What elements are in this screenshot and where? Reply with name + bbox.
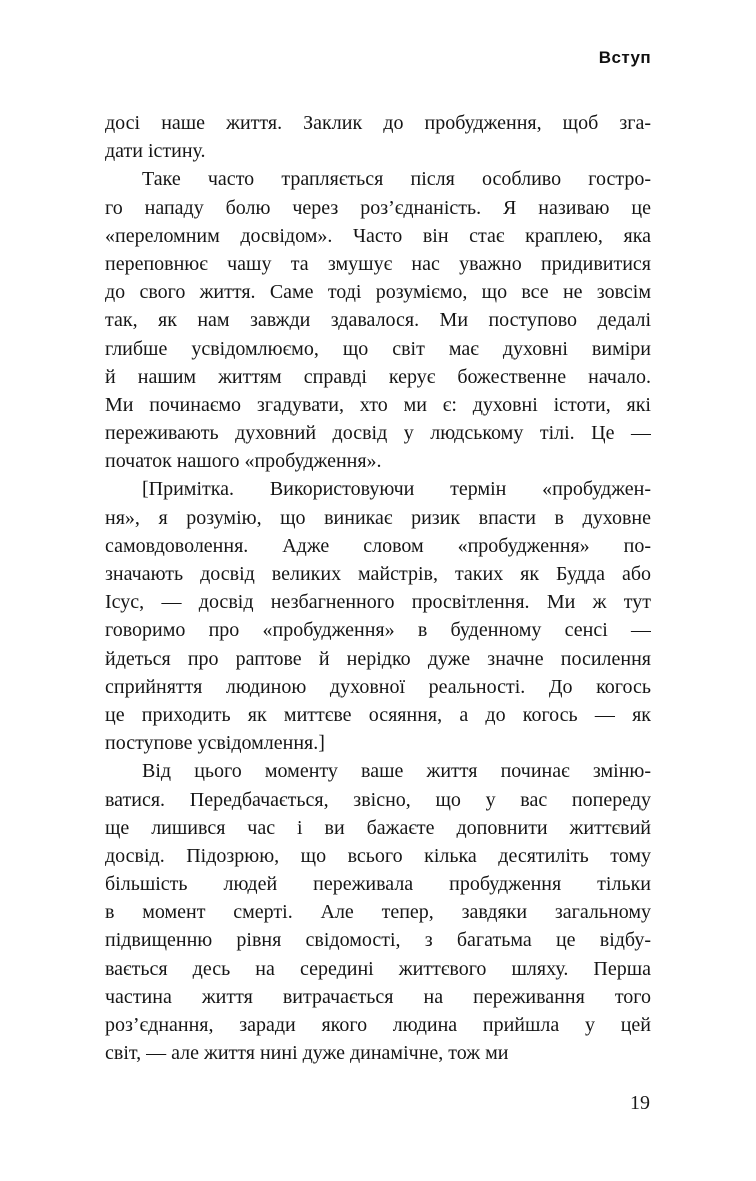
chapter-running-head: Вступ (598, 48, 651, 67)
text-line: переповнює чашу та змушує нас уважно придивитися (105, 252, 651, 275)
text-line: більшість людей переживала пробудження тільки (105, 873, 651, 896)
text-line: сприйняття людиною духовної реальності. До когось (105, 675, 651, 698)
paragraph (105, 109, 651, 165)
text-line: досвід. Підозрюю, що всього кілька десятиліть тому (105, 844, 651, 867)
text-line: й нашим життям справді керує божественне начало. (105, 365, 651, 388)
page-number: 19 (630, 1092, 650, 1114)
text-line: так, як нам завжди здавалося. Ми поступово дедалі (105, 309, 651, 332)
body-text-block (105, 109, 651, 1067)
paragraph (105, 757, 651, 1067)
text-line: дати істину. (105, 140, 206, 163)
text-line: ватися. Передбачається, звісно, що у вас попереду (105, 788, 651, 811)
text-line: ще лишився час і ви бажаєте доповнити життєвий (105, 816, 651, 839)
text-line: самовдоволення. Адже словом «пробудження» по- (105, 534, 651, 557)
text-line: Ісус, — досвід незбагненного просвітлення. Ми ж тут (105, 591, 651, 614)
text-line: початок нашого «пробудження». (105, 450, 382, 473)
paragraph (105, 475, 651, 757)
text-line: Таке часто трапляється після особливо гостро- (142, 168, 651, 191)
text-line: до свого життя. Саме тоді розуміємо, що все не зовсім (105, 281, 651, 304)
text-line: глибше усвідомлюємо, що світ має духовні виміри (105, 337, 651, 360)
text-line: світ, — але життя нині дуже динамічне, тож ми (105, 1042, 509, 1065)
text-line: вається десь на середині життєвого шляху. Перша (105, 957, 651, 980)
text-line: [Примітка. Використовуючи термін «пробуджен- (142, 478, 651, 501)
text-line: роз’єднання, заради якого людина прийшла у цей (105, 1014, 651, 1036)
paragraph (105, 165, 651, 475)
text-line: досі наше життя. Заклик до пробудження, щоб зга- (105, 112, 651, 134)
text-line: переживають духовний досвід у людському тілі. Це — (105, 422, 651, 445)
text-line: Ми починаємо згадувати, хто ми є: духовні істоти, які (105, 393, 651, 416)
text-line: в момент смерті. Але тепер, завдяки загальному (105, 901, 651, 924)
text-line: го нападу болю через роз’єднаність. Я називаю це (105, 196, 651, 219)
text-line: «переломним досвідом». Часто він стає краплею, яка (105, 224, 651, 247)
text-line: підвищенню рівня свідомості, з багатьма це відбу- (105, 929, 651, 952)
text-line: це приходить як миттєве осяяння, а до когось — як (105, 703, 651, 726)
text-line: Від цього моменту ваше життя починає зміню- (142, 760, 651, 783)
text-line: поступове усвідомлення.] (105, 732, 325, 755)
text-line: говоримо про «пробудження» в буденному сенсі — (105, 619, 651, 642)
text-line: ня», я розумію, що виникає ризик впасти в духовне (105, 506, 651, 529)
text-line: значають досвід великих майстрів, таких як Будда або (105, 563, 651, 585)
text-line: частина життя витрачається на переживання того (105, 985, 651, 1008)
text-line: йдеться про раптове й нерідко дуже значне посилення (105, 647, 651, 670)
